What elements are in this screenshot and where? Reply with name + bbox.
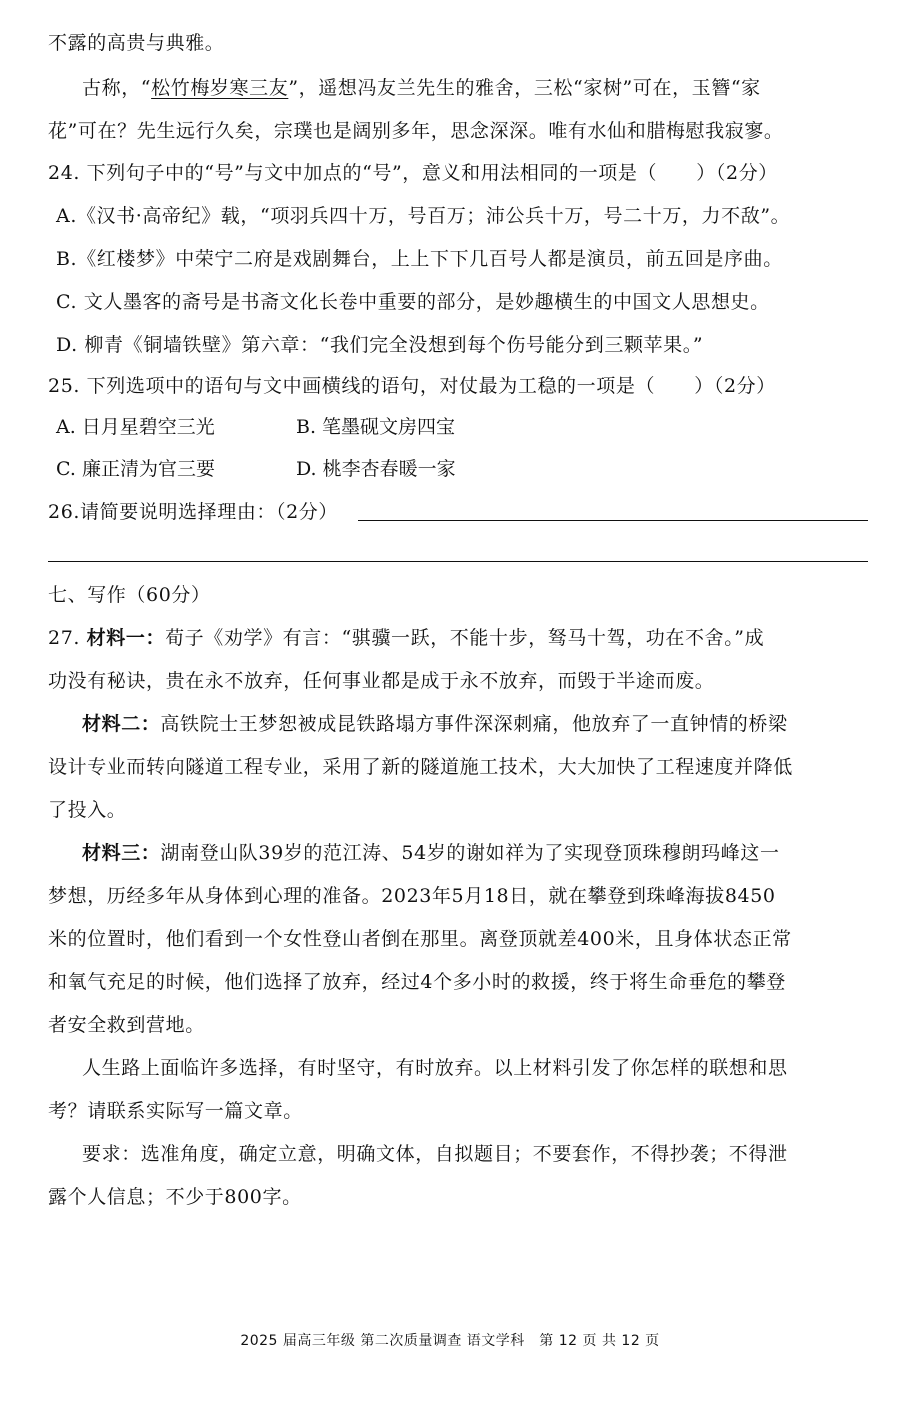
question-24-option-c: C. 文人墨客的斋号是书斋文化长卷中重要的部分，是妙趣横生的中国文人思想史。 — [56, 291, 770, 313]
text-line: 了投入。 — [48, 799, 127, 821]
section-heading-writing: 七、写作（60分） — [48, 584, 211, 606]
text-line: 不露的高贵与典雅。 — [48, 32, 225, 54]
underlined-phrase: 松竹梅岁寒三友 — [151, 77, 289, 99]
question-25-option-b: B. 笔墨砚文房四宝 — [296, 416, 456, 438]
question-25-options-row — [56, 414, 455, 440]
text-fragment: 高铁院士王梦恕被成昆铁路塌方事件深深刺痛，他放弃了一直钟情的桥梁 — [160, 713, 788, 735]
text-line: 者安全救到营地。 — [48, 1014, 205, 1036]
writing-prompt: 人生路上面临许多选择，有时坚守，有时放弃。以上材料引发了你怎样的联想和思 — [82, 1057, 788, 1079]
question-25-stem: 25. 下列选项中的语句与文中画横线的语句，对仗最为工稳的一项是（ ）（2分） — [48, 375, 776, 397]
writing-requirements: 要求：选准角度，确定立意，明确文体，自拟题目；不要套作，不得抄袭；不得泄 — [82, 1143, 788, 1165]
answer-line — [358, 520, 868, 521]
question-27-material-2 — [82, 711, 868, 737]
answer-line — [48, 561, 868, 562]
text-line: 米的位置时，他们看到一个女性登山者倒在那里。离登顶就差400米，且身体状态正常 — [48, 928, 792, 950]
text-fragment: 古称，“ — [82, 77, 152, 99]
question-number: 27. — [48, 627, 81, 649]
question-25-options-row — [56, 456, 456, 482]
question-27-material-1 — [48, 625, 868, 651]
question-24-option-a: A.《汉书·高帝纪》载，“项羽兵四十万，号百万；沛公兵十万，号二十万，力不敌”。 — [56, 205, 791, 227]
question-24-option-b: B.《红楼梦》中荣宁二府是戏剧舞台，上上下下几百号人都是演员，前五回是序曲。 — [56, 248, 783, 270]
text-line: 考？请联系实际写一篇文章。 — [48, 1100, 303, 1122]
question-24-option-d: D. 柳青《铜墙铁壁》第六章：“我们完全没想到每个伤号能分到三颗苹果。” — [56, 334, 704, 356]
text-fragment: ”，遥想冯友兰先生的雅舍，三松“家树”可在，玉簪“家 — [288, 77, 761, 99]
material-label: 材料二： — [82, 713, 161, 735]
text-line: 设计专业而转向隧道工程专业，采用了新的隧道施工技术，大大加快了工程速度并降低 — [48, 756, 793, 778]
material-label: 材料一： — [86, 627, 166, 649]
text-line: 功没有秘诀，贵在永不放弃，任何事业都是成于永不放弃，而毁于半途而废。 — [48, 670, 715, 692]
text-fragment: 荀子《劝学》有言：“骐骥一跃，不能十步，驽马十驾，功在不舍。”成 — [165, 627, 765, 649]
text-line: 梦想，历经多年从身体到心理的准备。2023年5月18日，就在攀登到珠峰海拔8450 — [48, 885, 776, 907]
page-footer: 2025 届高三年级 第二次质量调查 语文学科 第 12 页 共 12 页 — [240, 1333, 660, 1349]
question-25-option-d: D. 桃李杏春暖一家 — [296, 458, 456, 480]
text-line: 露个人信息；不少于800字。 — [48, 1186, 302, 1208]
question-24-stem: 24. 下列句子中的“号”与文中加点的“号”，意义和用法相同的一项是（ ）（2分） — [48, 162, 778, 184]
text-line — [82, 75, 868, 101]
text-fragment: 湖南登山队39岁的范江涛、54岁的谢如祥为了实现登顶珠穆朗玛峰这一 — [160, 842, 780, 864]
question-25-option-c: C. 廉正清为官三要 — [56, 458, 215, 480]
question-27-material-3 — [82, 840, 868, 866]
text-line: 和氧气充足的时候，他们选择了放弃，经过4个多小时的救援，终于将生命垂危的攀登 — [48, 971, 786, 993]
text-line: 花”可在？先生远行久矣，宗璞也是阔别多年，思念深深。唯有水仙和腊梅慰我寂寥。 — [48, 120, 784, 142]
question-26-stem: 26.请简要说明选择理由：（2分） — [48, 501, 339, 523]
material-label: 材料三： — [82, 842, 161, 864]
question-25-option-a: A. 日月星碧空三光 — [56, 416, 215, 438]
